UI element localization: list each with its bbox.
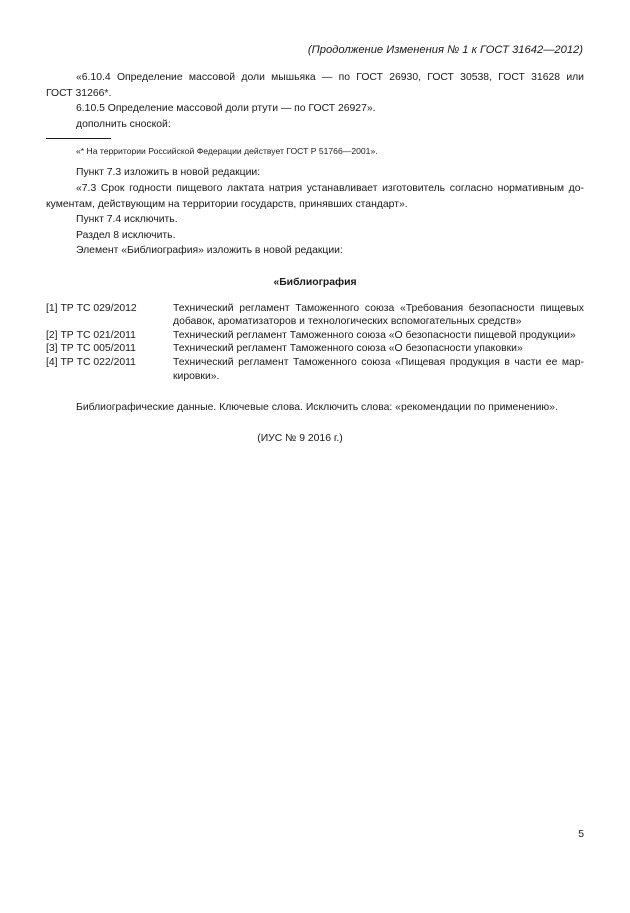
bibliography-ref: [1] ТР ТС 029/2012 bbox=[46, 302, 137, 314]
item-6-10-5: 6.10.5 Определение массовой доли ртути — по ГОСТ 26927». bbox=[76, 103, 376, 115]
bibliography-title: «Библиография bbox=[273, 276, 357, 288]
bibliography-description bbox=[173, 302, 584, 329]
clause-7-3-intro: Пункт 7.3 изложить в новой редакции: bbox=[76, 167, 261, 179]
bibliography-ref: [4] ТР ТС 022/2011 bbox=[46, 356, 136, 368]
keywords-note: Библиографические данные. Ключевые слова. Исключить слова: «рекомендации по применению». bbox=[76, 402, 558, 414]
document-body bbox=[46, 70, 584, 446]
bibliography-line: Технический регламент Таможенного союза «О безопасности упаковки» bbox=[173, 343, 523, 355]
bibliography-entry bbox=[46, 302, 584, 329]
ius-reference: (ИУС № 9 2016 г.) bbox=[257, 432, 343, 444]
bibliography-line: Технический регламент Таможенного союза «О безопасности пищевой продукции» bbox=[173, 329, 576, 341]
footnote-separator bbox=[46, 138, 111, 139]
bibliography-description bbox=[173, 356, 584, 383]
bibliography-ref: [3] ТР ТС 005/2011 bbox=[46, 343, 136, 355]
bibliography-intro: Элемент «Библиография» изложить в новой редакции: bbox=[76, 245, 343, 257]
bibliography-list bbox=[46, 302, 584, 384]
item-6-10-4-line1: «6.10.4 Определение массовой доли мышьяка — по ГОСТ 26930, ГОСТ 30538, ГОСТ 31628 или bbox=[76, 72, 584, 83]
bibliography-entry bbox=[46, 329, 584, 343]
item-6-10-4-line2: ГОСТ 31266*. bbox=[46, 87, 112, 99]
bibliography-ref: [2] ТР ТС 021/2011 bbox=[46, 329, 136, 341]
bibliography-entry bbox=[46, 356, 584, 383]
bibliography-description bbox=[173, 342, 584, 356]
bibliography-entry bbox=[46, 342, 584, 356]
bibliography-line: кировки». bbox=[173, 370, 220, 382]
continuation-header: (Продолжение Изменения № 1 к ГОСТ 31642—2012) bbox=[307, 44, 583, 56]
clause-7-4: Пункт 7.4 исключить. bbox=[76, 214, 178, 226]
clause-7-3-line2: кументам, действующим на территории государств, принявших стандарт». bbox=[46, 198, 408, 210]
bibliography-line: Технический регламент Таможенного союза «Пищевая продукция в части ее мар- bbox=[173, 356, 584, 368]
section-8: Раздел 8 исключить. bbox=[76, 229, 176, 241]
bibliography-line: добавок, ароматизаторов и технологических вспомогательных средств» bbox=[173, 316, 522, 328]
add-footnote-instruction: дополнить сноской: bbox=[76, 118, 171, 130]
clause-7-3-line1: «7.3 Срок годности пищевого лактата натрия устанавливает изготовитель согласно нормативным до- bbox=[76, 182, 584, 194]
bibliography-description bbox=[173, 329, 584, 343]
page-number: 5 bbox=[578, 829, 584, 840]
footnote-text: «* На территории Российской Федерации действует ГОСТ Р 51766—2001». bbox=[76, 146, 378, 157]
bibliography-line: Технический регламент Таможенного союза «Требования безопасности пищевых bbox=[173, 302, 584, 314]
